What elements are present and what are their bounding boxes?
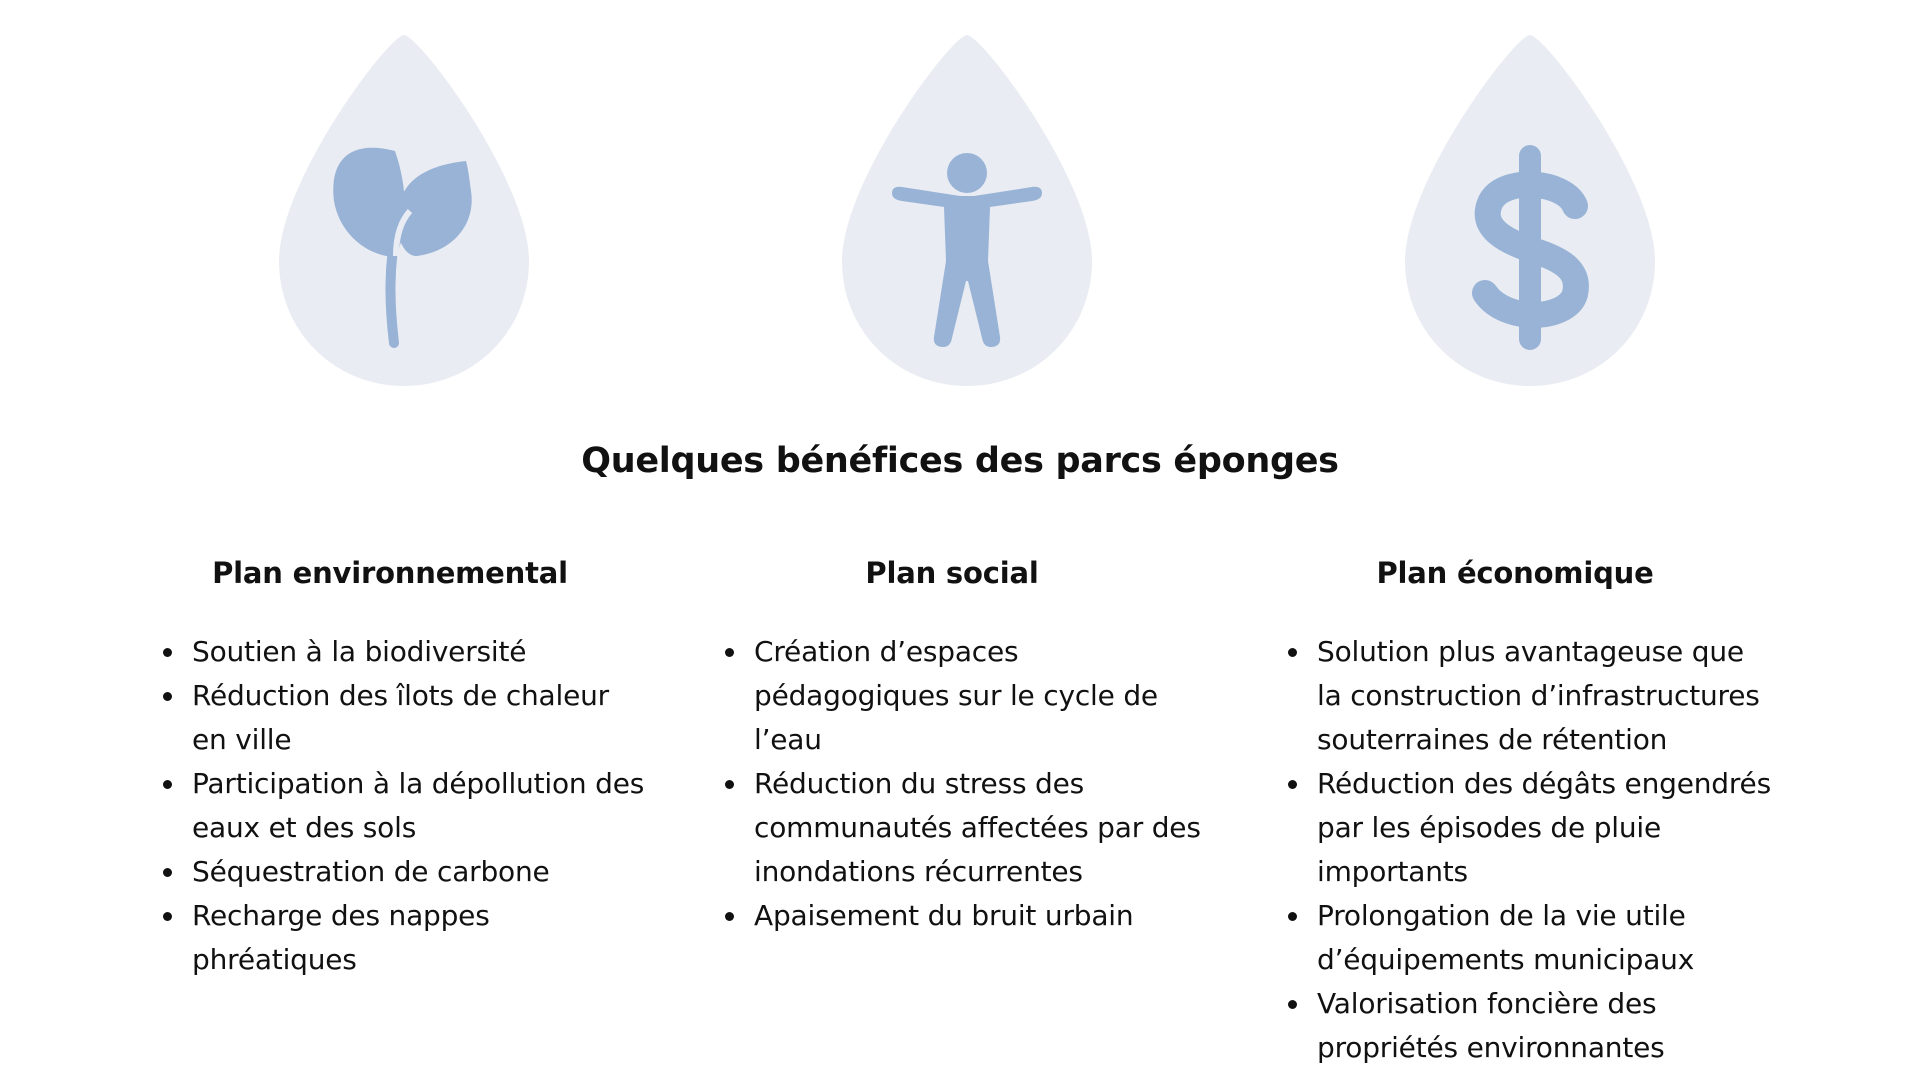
column-economic [1255,556,1775,1070]
drop-social [842,31,1092,386]
list-item: Réduction du stress des communautés affectées par des inondations récurrentes [692,762,1212,894]
benefits-list [692,630,1212,938]
column-heading: Plan environnemental [212,556,568,590]
water-drop-shape [842,31,1092,386]
page-title: Quelques bénéfices des parcs éponges [581,441,1339,481]
drop-economic [1405,31,1655,386]
benefits-list [130,630,650,982]
list-item: Solution plus avantageuse que la construction d’infrastructures souterraines de rétention [1255,630,1775,762]
water-drop-shape [1405,31,1655,386]
drop-environment [279,31,529,386]
list-item: Séquestration de carbone [130,850,650,894]
list-item: Participation à la dépollution des eaux et des sols [130,762,650,850]
list-item: Recharge des nappes phréatiques [130,894,650,982]
list-item: Valorisation foncière des propriétés environnantes [1255,982,1775,1070]
column-heading: Plan social [865,556,1039,590]
list-item: Apaisement du bruit urbain [692,894,1212,938]
list-item: Prolongation de la vie utile d’équipements municipaux [1255,894,1775,982]
list-item: Soutien à la biodiversité [130,630,650,674]
water-drop-shape [279,31,529,386]
column-environmental [130,556,650,982]
benefits-list [1255,630,1775,1070]
list-item: Création d’espaces pédagogiques sur le cycle de l’eau [692,630,1212,762]
column-heading: Plan économique [1376,556,1654,590]
column-social [692,556,1212,938]
list-item: Réduction des dégâts engendrés par les épisodes de pluie importants [1255,762,1775,894]
list-item: Réduction des îlots de chaleur en ville [130,674,650,762]
